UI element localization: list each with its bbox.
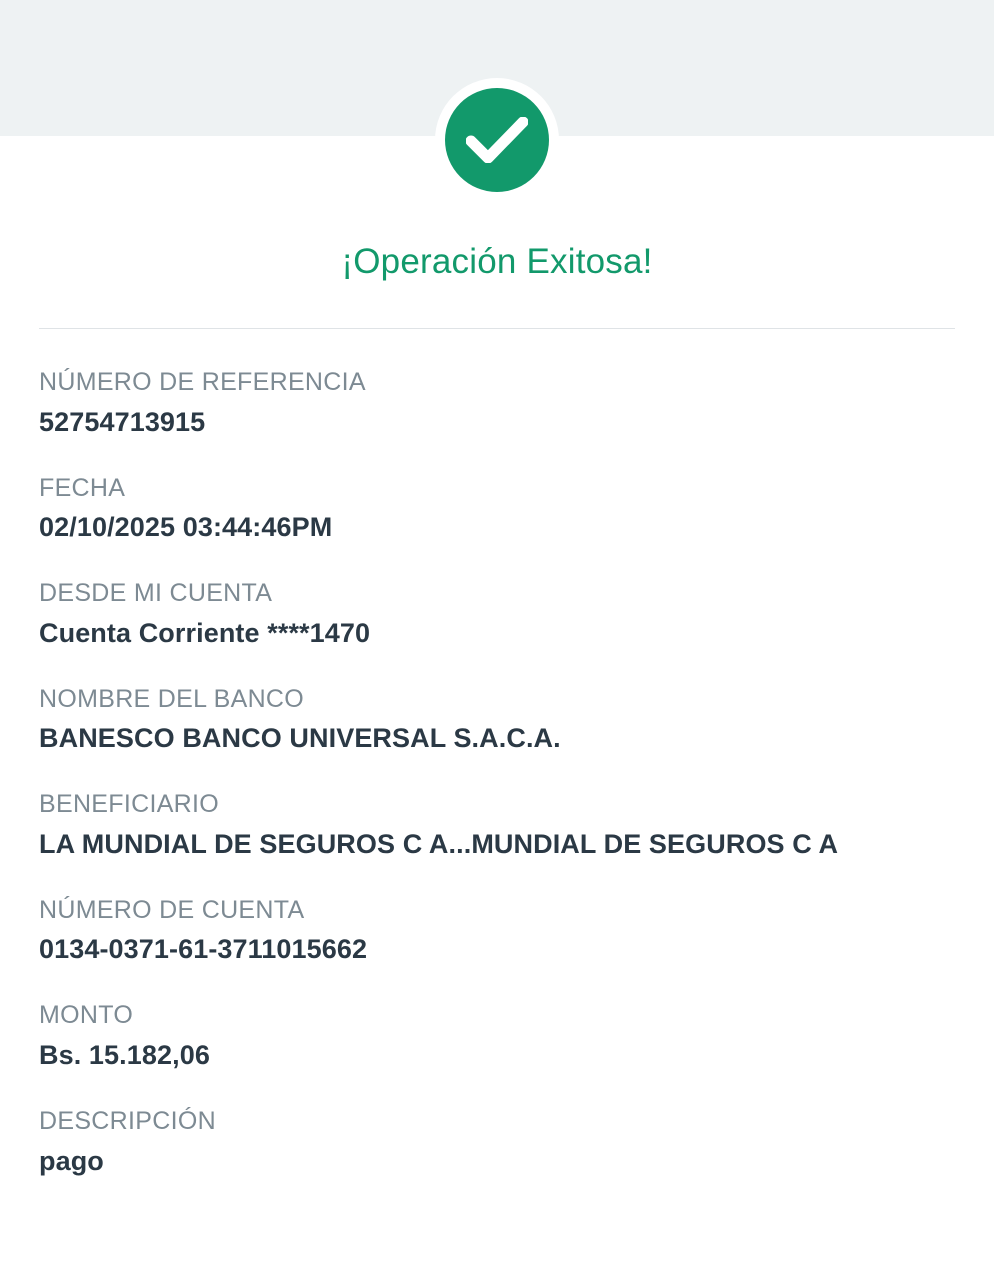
field-label: MONTO xyxy=(39,1001,134,1030)
field-label: BENEFICIARIO xyxy=(39,790,220,819)
field-label: DESCRIPCIÓN xyxy=(39,1106,216,1135)
field-value: Cuenta Corriente ****1470 xyxy=(39,617,371,648)
field-value: Bs. 15.182,06 xyxy=(39,1040,210,1071)
page-title: ¡Operación Exitosa! xyxy=(341,242,653,281)
field-numero-de-cuenta xyxy=(39,894,969,970)
field-label: NÚMERO DE CUENTA xyxy=(39,895,305,924)
field-fecha xyxy=(39,472,969,548)
field-numero-de-referencia xyxy=(39,366,969,442)
field-descripcion xyxy=(39,1105,969,1181)
success-icon-badge xyxy=(435,78,559,202)
field-monto xyxy=(39,999,969,1075)
field-nombre-del-banco xyxy=(39,683,969,759)
field-value: 02/10/2025 03:44:46PM xyxy=(39,512,333,543)
field-value: 52754713915 xyxy=(39,406,206,437)
field-label: FECHA xyxy=(39,473,126,502)
divider xyxy=(39,328,955,329)
field-beneficiario xyxy=(39,788,969,864)
field-label: NOMBRE DEL BANCO xyxy=(39,684,305,713)
receipt-details xyxy=(39,366,969,1180)
check-circle-icon xyxy=(445,88,549,192)
field-value: LA MUNDIAL DE SEGUROS C A...MUNDIAL DE SEGUROS C A xyxy=(39,828,839,859)
field-value: pago xyxy=(39,1145,104,1176)
field-value: BANESCO BANCO UNIVERSAL S.A.C.A. xyxy=(39,723,561,754)
field-value: 0134-0371-61-3711015662 xyxy=(39,934,368,965)
field-label: NÚMERO DE REFERENCIA xyxy=(39,368,366,396)
field-label: DESDE MI CUENTA xyxy=(39,579,273,608)
field-desde-mi-cuenta xyxy=(39,577,969,653)
